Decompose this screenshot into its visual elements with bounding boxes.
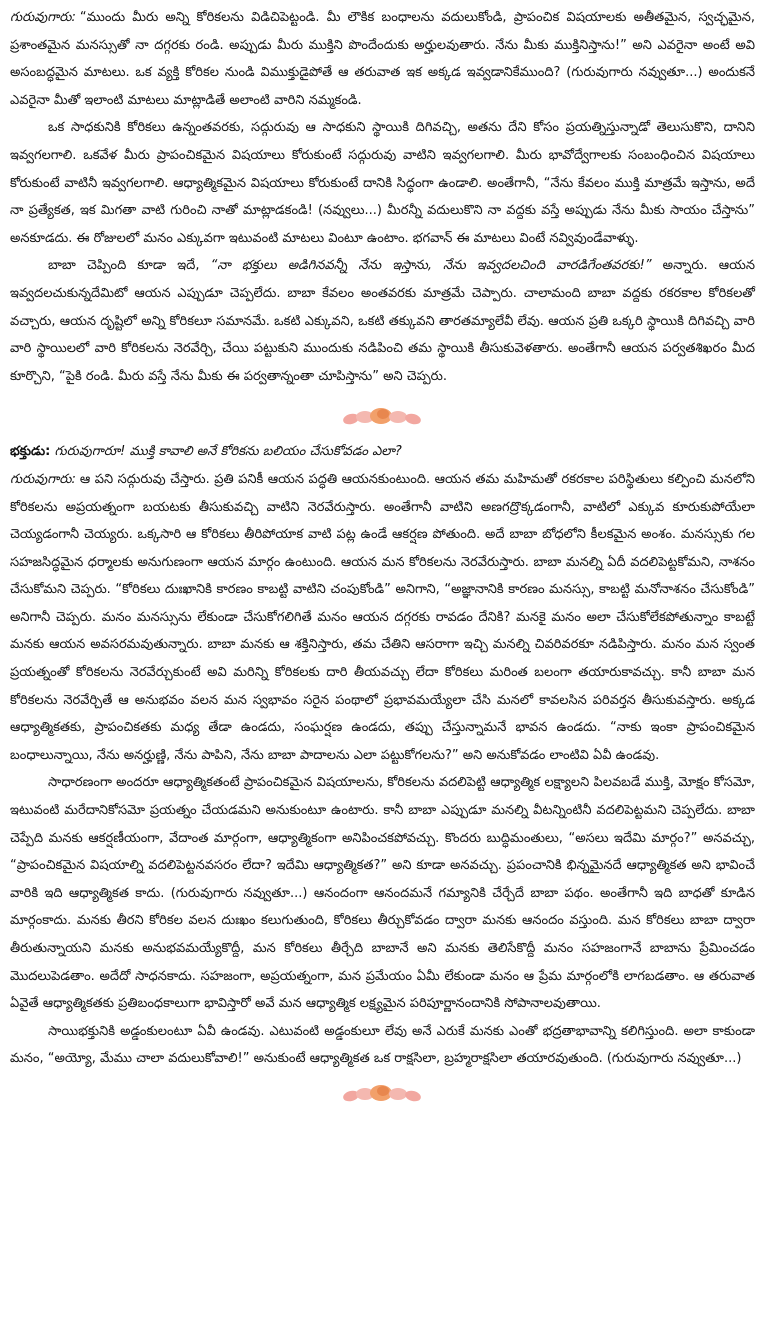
flower-petals-icon — [333, 405, 433, 429]
paragraph-text: అన్నారు. ఆయన ఇవ్వదలచుకున్నదేమిటో ఆయన ఎప్పుడూ చెప్పలేదు. బాబా కేవలం అంతవరకు మాత్రమే చెప్పారు. చాలామంది బాబా వద్దకు రకరకాల కోరికలతో వచ్చారు, ఆయన దృష్టిలో అన్ని కోరికలూ సమానమే. ఒకటి ఎక్కువని, ఒకటి తక్కువని తారతమ్యాలేవీ లేవు. ఆయన ప్రతి ఒక్కరి స్థాయికి దిగివచ్చి వారి వారి స్థాయిలలో వారి కోరికలను నెరవేర్చి, చేయి పట్టుకుని ముందుకు నడిపించి తమ స్థాయికి తీసుకువెళతారు. అంతేగానీ ఆయన పర్వతశిఖరం మీద కూర్చొని, “పైకి రండి. మీరు వస్తే నేను మీకు ఈ పర్వతాన్నంతా చూపిస్తాను” అని చెప్పరు. — [10, 258, 755, 384]
devotee-label: భక్తుడు: — [10, 444, 51, 460]
flower-petals-icon — [333, 1082, 433, 1106]
section-divider — [10, 400, 755, 434]
speaker-label: గురువుగారు: — [10, 471, 76, 487]
paragraph-text: ఆ పని సద్గురువు చేస్తారు. ప్రతి పనికీ ఆయన పద్ధతి ఆయనకుంటుంది. ఆయన తమ మహిమతో రకరకాల పరిస్థితులు కల్పించి మనలోని కోరికలను అప్రయత్నంగా బయటకు తీసుకువచ్చి వాటిని నెరవేరుస్తారు. అంతేగానీ వాటిని అణగద్రొక్కడంగానీ, వాటిలో ఎక్కువ కూరుకుపోయేలా చెయ్యడంగానీ చెయ్యరు. ఒక్కసారి ఆ కోరికలు తీరిపోయాక వాటి పట్ల ఉండే ఆకర్షణ పోతుంది. అదే బాబా బోధలోని కీలకమైన అంశం. మనస్సుకు గల సహజసిద్ధమైన ధర్మాలకు అనుగుణంగా ఆయన మార్గం ఉంటుంది. ఆయన మన కోరికలను నెరవేరుస్తారు. బాబా మనల్ని ఏదీ వదలిపెట్టకోమని, నాశనం చేసుకోమని చెప్పరు. “కోరికలు దుఃఖానికి కారణం కాబట్టి వాటిని చంపుకోండి” అనిగాని, “అజ్ఞానానికి కారణం మనస్సు, కాబట్టి మనోనాశనం చేసుకోండి” అనిగానీ చెప్పరు. మనం మనస్సును లేకుండా చేసుకోగలిగితే మనం ఆయన దగ్గరకు రావడం దేనికి? మనకై మనం అలా చేసుకోలేకపోతున్నాం కాబట్టే మనకు ఆయన అవసరమవుతున్నారు. బాబా మనకు ఆ శక్తినిస్తారు, తమ చేతిని ఆసరాగా ఇచ్చి మనల్ని చివరివరకూ నడిపిస్తారు. మనం మన స్వంత ప్రయత్నంతో కోరికలను నెరవేర్చుకుంటే అవి మరిన్ని కోరికలకు దారి తీయవచ్చు లేదా కోరికలు మరింత బలంగా తయారుకావచ్చు. కానీ బాబా మన కోరికలను నెరవేర్చితే ఆ అనుభవం వలన మన స్వభావం సరైన పంథాలో ప్రభావమయ్యేలా చేసి మనలో కావలసిన పరివర్తన తీసుకువస్తారు. అక్కడ ఆధ్యాత్మికతకు, ప్రాపంచికతకు మధ్య తేడా ఉండదు, సంఘర్షణ ఉండదు, తప్పు చేస్తున్నామనే భావన ఉండదు. “నాకు ఇంకా ప్రాపంచికమైన బంధాలున్నాయి, నేను అనర్హుణ్ణి, నేను పాపిని, నేను బాబా పాదాలను ఎలా పట్టుకోగలను?” అని అనుకోవడం లాంటివి ఏవీ ఉండవు. — [10, 471, 755, 763]
paragraph-text: “ముందు మీరు అన్ని కోరికలను విడిచిపెట్టండి. మీ లౌకిక బంధాలను వదులుకోండి, ప్రాపంచిక విషయాలకు అతీతమైన, స్వచ్ఛమైన, ప్రశాంతమైన మనస్సుతో నా దగ్గరకు రండి. అప్పుడు మీరు ముక్తిని పొందేందుకు అర్హులవుతారు. నేను మీకు ముక్తినిస్తాను!” అని ఎవరైనా అంటే అవి అసంబద్ధమైన మాటలు. ఒక వ్యక్తి కోరికల నుండి విముక్తుడైపోతే ఆ తరువాత ఇక అక్కడ ఇవ్వడానికేముంది? (గురువుగారు నవ్వుతూ...) అందుకనే ఎవరైనా మీతో ఇలాంటి మాటలు మాట్లాడితే అలాంటి వారిని నమ్మకండి. — [10, 10, 755, 108]
paragraph — [10, 4, 755, 114]
paragraph — [10, 252, 755, 390]
baba-quote: “నా భక్తులు అడిగినవన్నీ నేను ఇస్తాను, నేను ఇవ్వదలచింది వారడిగేంతవరకు!” — [210, 258, 652, 274]
question-text: గురువుగారూ! ముక్తి కావాలి అనే కోరికను బలియం చేసుకోవడం ఎలా? — [54, 444, 402, 460]
paragraph-text: బాబా చెప్పింది కూడా ఇదే, — [48, 258, 211, 274]
paragraph: ఒక సాధకునికి కోరికలు ఉన్నంతవరకు, సద్గురువు ఆ సాధకుని స్థాయికి దిగివచ్చి, అతను దేని కోసం ప్రయత్నిస్తున్నాడో తెలుసుకొని, దానిని ఇవ్వగలగాలి. ఒకవేళ మీరు ప్రాపంచికమైన విషయాలు కోరుకుంటే సద్గురువు వాటిని ఇవ్వగలగాలి. మీరు భావోద్వేగాలకు సంబంధించిన విషయాలు కోరుకుంటే వాటినీ ఇవ్వగలగాలి. ఆధ్యాత్మికమైన విషయాలు కోరుకుంటే దానికి సిద్ధంగా ఉండాలి. అంతేగానీ, “నేను కేవలం ముక్తి మాత్రమే ఇస్తాను, అదే నా ప్రత్యేకత, ఇక మిగతా వాటి గురించి నాతో మాట్లాడకండి! (నవ్వులు...) మీరన్నీ వదులుకొని నా వద్దకు వస్తే అప్పుడు నేను మీకు సాయం చేస్తాను” అనకూడదు. ఈ రోజులలో మనం ఎక్కువగా ఇటువంటి మాటలు వింటూ ఉంటాం. భగవాన్ ఈ మాటలు వింటే నవ్వివుండేవాళ్ళు. — [10, 120, 755, 246]
paragraph: సాధారణంగా అందరూ ఆధ్యాత్మికతంటే ప్రాపంచికమైన విషయాలను, కోరికలను వదలిపెట్టి ఆధ్యాత్మిక లక్ష్యాలని పిలవబడే ముక్తి, మోక్షం కోసమో, ఇటువంటి మరేదానికోసమో ప్రయత్నం చేయడమని అనుకుంటూ ఉంటారు. కానీ బాబా ఎప్పుడూ మనల్ని వీటన్నింటినీ వదలిపెట్టమని చెప్పలేదు. బాబా చెప్పేది మనకు ఆకర్షణీయంగా, వేదాంత మార్గంగా, ఆధ్యాత్మికంగా అనిపించకపోవచ్చు. కొందరు బుద్ధిమంతులు, “అసలు ఇదేమి మార్గం?” అనవచ్చు, “ప్రాపంచికమైన విషయాల్ని వదలిపెట్టనవసరం లేదా? ఇదేమి ఆధ్యాత్మికత?” అని కూడా అనవచ్చు. ప్రపంచానికి భిన్నమైనదే ఆధ్యాత్మికత అని భావించే వారికి ఇది ఆధ్యాత్మికత కాదు. (గురువుగారు నవ్వుతూ...) ఆనందంగా ఆనందమనే గమ్యానికి చేర్చేదే బాబా పథం. అంతేగానీ ఇది బాధతో కూడిన మార్గంకాదు. మనకు తీరని కోరికల వలన దుఃఖం కలుగుతుంది, కోరికలు తీర్చుకోవడం ద్వారా మనకు ఆనందం వస్తుంది. మన కోరికలు బాబా ద్వారా తీరుతున్నాయని మనకు అనుభవమయ్యేకొద్దీ, మన కోరికలు తీర్చేది బాబానే అని మనకు తెలిసేకొద్దీ మనం సహజంగానే బాబాను ప్రేమించడం మొదలుపెడతాం. అదేదో సాధనకాదు. సహజంగా, అప్రయత్నంగా, మన ప్రమేయం ఏమీ లేకుండా మనం ఆ ప్రేమ మార్గంలోకి లాగబడతాం. ఆ తరువాత ఏవైతే ఆధ్యాత్మికతకు ప్రతిబంధకాలుగా భావిస్తారో అవే మన ఆధ్యాత్మిక లక్ష్యమైన పరిపూర్ణానందానికి సోపానాలవుతాయి. — [10, 775, 755, 1012]
answer-paragraph — [10, 466, 755, 770]
paragraph: సాయిభక్తునికి అడ్డంకులంటూ ఏవీ ఉండవు. ఎటువంటి అడ్డంకులూ లేవు అనే ఎరుకే మనకు ఎంతో భద్రతాభావాన్ని కలిగిస్తుంది. అలా కాకుండా మనం, “అయ్యో, మేము చాలా వదులుకోవాలి!” అనుకుంటే ఆధ్యాత్మికత ఒక రాక్షసిలా, బ్రహ్మరాక్షసిలా తయారవుతుంది. (గురువుగారు నవ్వుతూ...) — [10, 1023, 755, 1067]
section-question-answer — [10, 438, 755, 1073]
question-paragraph — [10, 438, 755, 466]
section-divider — [10, 1077, 755, 1111]
speaker-label: గురువుగారు: — [10, 10, 76, 25]
section-guru-discourse — [10, 4, 755, 390]
